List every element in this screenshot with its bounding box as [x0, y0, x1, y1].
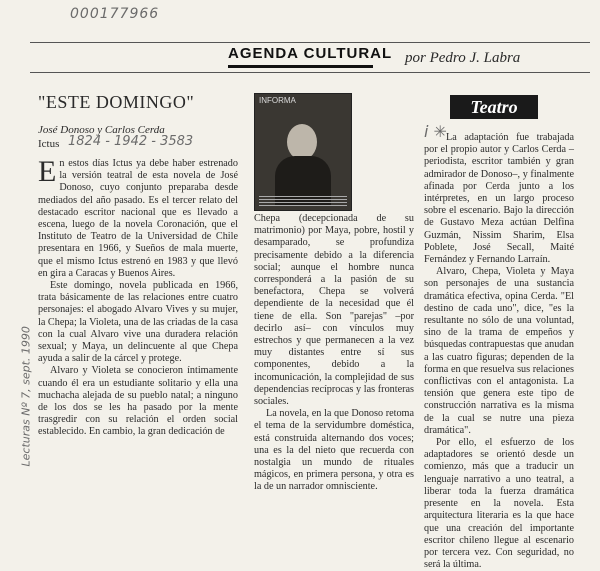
photo-portrait-head: [287, 124, 317, 160]
section-heading: AGENDA CULTURAL: [228, 45, 393, 62]
side-note: [6, 150, 36, 480]
margin-mark-handwritten: i ✳: [424, 122, 447, 141]
paragraph: Chepa (decepcionada de su matrimonio) por Maya, pobre, hostil y desamparado, se profundiza precisamente debido a la diferencia social; aunque el hombre nunca corresponderá a la pasión de su benefactora, Chepa se volverá dependiente de la necesidad que él tiene de ella. Son "parejas" –por decirlo así– con vínculos muy estrechos y que permanecen a la vez muy distantes entre sí sus componentes, debido a la incomunicación, la complejidad de sus dependencias recíprocas y las fronteras sociales.: [254, 213, 414, 408]
paragraph: Alvaro, Chepa, Violeta y Maya son personajes de una sustancia dramática efectiva, opina Cerda. "El destino de cada uno", dice, "es la resultante no sólo de una voluntad, sino de la trama de empeños y búsquedas contrapuestas que anudan a las cuatro figuras; dependen de la forma en que resuelva sus relaciones conflictivas con el antagonista. La tensión que genera este tipo de construcción narrativa es la misma de la cual se nutre una pieza dramática".: [424, 266, 574, 436]
author-line: por Pedro J. Labra: [405, 50, 521, 66]
paragraph: Alvaro y Violeta se conocieron íntimamente cuando él era un estudiante solitario y ella una muchacha alejada de su pueblo natal; a ninguno de los dos se les ha pasado por la mente trasgredir con su relación el orden social establecido. En cambio, la gran dedicación de: [38, 365, 238, 438]
paragraph-text: n estos días Ictus ya debe haber estrenado la versión teatral de esta novela de José Donoso, cuyo conjunto preparaba desde mediados del año pasado. Es el tercer relato del destacado escritor nacional que es llevado a escena, luego de la novela Coronación, que el Instituto de Teatro de la Universidad de Chile presentara en 1966, y Sueños de mala muerte, que el mismo Ictus estrenó en 1983 y que llevó en gira a Caracas y Buenos Aires.: [38, 158, 238, 279]
article-venue: Ictus: [38, 138, 60, 150]
side-note-handwritten: Lecturas Nº 7, sept. 1990: [19, 326, 33, 467]
archive-code-handwritten: 000177966: [70, 6, 160, 22]
article-title: "ESTE DOMINGO": [38, 92, 195, 112]
article-column-1: [38, 155, 238, 439]
paragraph: La novela, en la que Donoso retoma el tema de la servidumbre doméstica, está construida alternando dos voces; una es la del nieto que recuerda con nostalgia un mundo de rituales mágicos, en primera persona, y otra es la de un narrador omnisciente.: [254, 408, 414, 493]
article-column-2: [254, 213, 414, 494]
paragraph: Este domingo, novela publicada en 1966, trata básicamente de las relaciones entre cuatro personajes: el abogado Alvaro Vives y su mujer, la Chepa; la Violeta, una de las criadas de la casa con la cual Alvaro vive una duradera relación sexual; y Maya, un delincuente al que Chepa ayuda a salir de la cárcel y protege.: [38, 280, 238, 365]
book-cover-photo: [254, 93, 352, 211]
paragraph: La adaptación fue trabajada por el propio autor y Carlos Cerda –periodista, escritor también y gran admirador de Donoso–, y finalmente afinada por Cerda junto a los intérpretes, en un largo proceso sobre el escenario. Bajo la dirección de Gustavo Meza actúan Delfina Guzmán, Nissim Sharim, Elsa Poblete, José Secall, Maité Fernández y Fernando Larraín.: [424, 132, 574, 266]
paragraph: [38, 155, 238, 280]
venue-handwritten: 1824 - 1942 - 3583: [68, 134, 194, 149]
paragraph: Por ello, el esfuerzo de los adaptadores se orientó desde un comienzo, más que a traducir un lenguaje narrativo a uno teatral, a liberar toda la fuerza dramática presente en la novela. Esta arquitectura literaria es la que hace que una creación del importante escritor chileno llegue al escenario por tercera vez. Con seguridad, no será la última.: [424, 437, 574, 571]
photo-caption-lines: [259, 196, 347, 206]
photo-label: INFORMA: [259, 96, 296, 105]
section-underline: [228, 65, 373, 68]
drop-cap: E: [38, 155, 57, 188]
teatro-badge: Teatro: [470, 97, 518, 117]
article-byline: José Donoso y Carlos Cerda: [38, 124, 165, 136]
header-rule-top: [30, 42, 590, 43]
article-column-3: [424, 132, 574, 571]
header-rule-bottom: [30, 72, 590, 73]
